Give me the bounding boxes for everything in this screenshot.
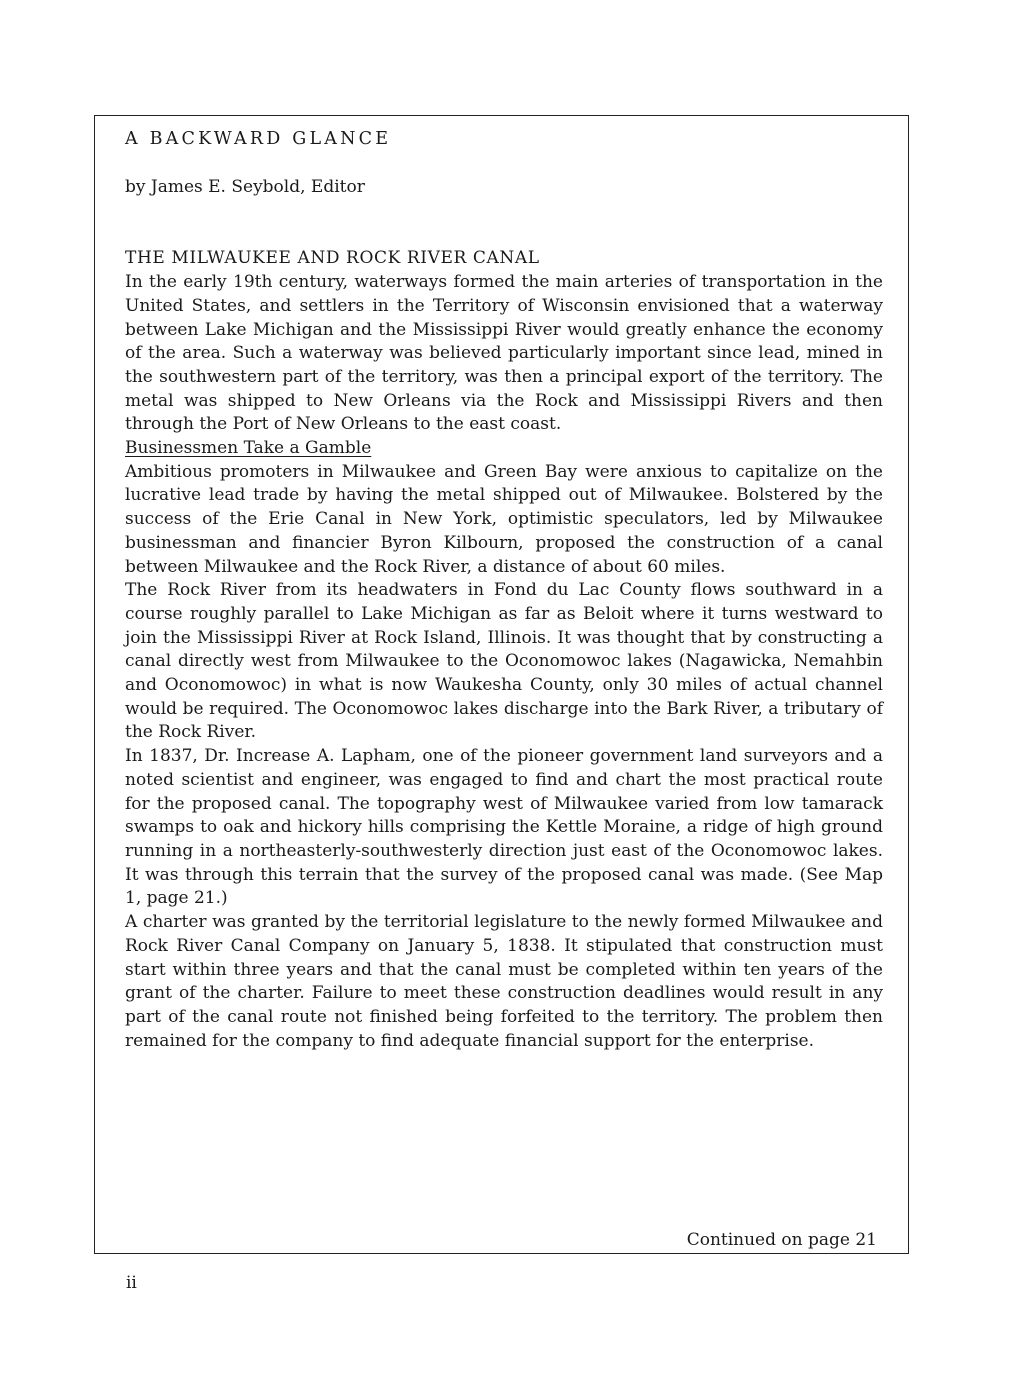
article-title: THE MILWAUKEE AND ROCK RIVER CANAL (125, 248, 540, 269)
paragraph-promoters: Ambitious promoters in Milwaukee and Green Bay were anxious to capitalize on the lucrative lead trade by having the metal shipped out of Milwaukee. Bolstered by the success of the Erie Canal in New York, optimistic speculators, led by Milwaukee businessman and financier Byron Kilbourn, proposed the construction of a canal between Milwaukee and the Rock River, a distance of about 60 miles. (125, 461, 883, 577)
byline: by James E. Seybold, Editor (125, 176, 365, 197)
paragraph-charter: A charter was granted by the territorial legislature to the newly formed Milwaukee and Rock River Canal Company on January 5, 1838. It stipulated that construction must start within three years and that the canal must be completed within ten years of the grant of the charter. Failure to meet these construction deadlines would result in any part of the canal route not finished being forfeited to the territory. The problem then remained for the company to find adequate financial support for the enterprise. (125, 912, 883, 1051)
column-kicker: A BACKWARD GLANCE (125, 129, 392, 149)
article-body (125, 128, 883, 1053)
section-heading: Businessmen Take a Gamble (125, 438, 372, 459)
paragraph-rock-river: The Rock River from its headwaters in Fond du Lac County flows southward in a course roughly parallel to Lake Michigan as far as Beloit where it turns westward to join the Mississippi River at Rock Island, Illinois. It was thought that by constructing a canal directly west from Milwaukee to the Oconomowoc lakes (Nagawicka, Nemahbin and Oconomowoc) in what is now Waukesha County, only 30 miles of actual channel would be required. The Oconomowoc lakes discharge into the Bark River, a tributary of the Rock River. (125, 580, 883, 743)
continued-note: Continued on page 21 (686, 1230, 877, 1250)
paragraph-lapham: In 1837, Dr. Increase A. Lapham, one of the pioneer government land surveyors and a noted scientist and engineer, was engaged to find and chart the most practical route for the proposed canal. The topography west of Milwaukee varied from low tamarack swamps to oak and hickory hills comprising the Kettle Moraine, a ridge of high ground running in a northeasterly-southwesterly direction just east of the Oconomowoc lakes. It was through this terrain that the survey of the proposed canal was made. (See Map 1, page 21.) (125, 746, 883, 909)
page-number: ii (126, 1273, 137, 1293)
paragraph-intro: In the early 19th century, waterways formed the main arteries of transportation in the United States, and settlers in the Territory of Wisconsin envisioned that a waterway between Lake Michigan and the Mississippi River would greatly enhance the economy of the area. Such a waterway was believed particularly important since lead, mined in the southwestern part of the territory, was then a principal export of the territory. The metal was shipped to New Orleans via the Rock and Mississippi Rivers and then through the Port of New Orleans to the east coast. (125, 272, 883, 435)
